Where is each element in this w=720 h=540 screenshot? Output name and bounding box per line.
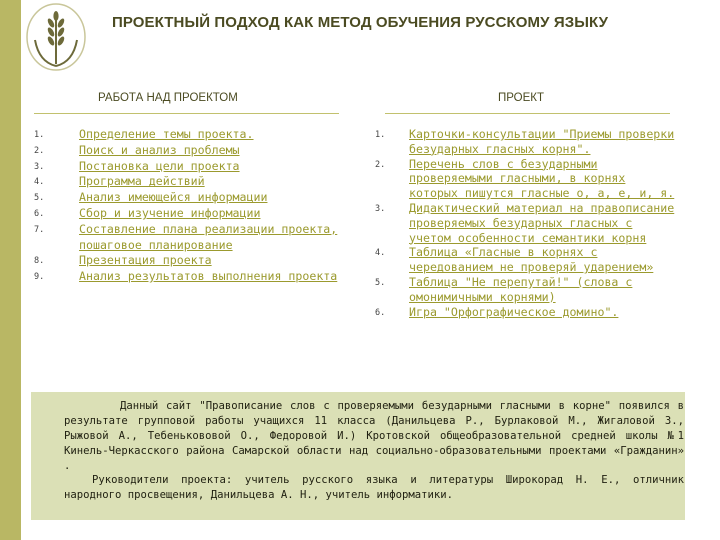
left-column-list bbox=[34, 127, 344, 285]
item-number: 6. bbox=[34, 208, 45, 219]
item-link[interactable]: Сбор и изучение информации bbox=[79, 205, 261, 220]
list-item[interactable] bbox=[375, 304, 679, 320]
item-link[interactable]: Таблица «Гласные в корнях с чередованием не проверяй ударением» bbox=[409, 245, 654, 275]
item-link[interactable]: Игра "Орфографическое домино". bbox=[409, 304, 619, 319]
list-item[interactable] bbox=[34, 269, 344, 285]
info-paragraph-about-site: Данный сайт "Правописание слов с проверяемыми безударными гласными в корне" появился в результате групповой работы учащихся 11 класса (Данильцева Р., Бурлаковой М., Жигаловой З., Рыжовой А., Тебенькововой О., Федоровой И.) Кротовской общеобразовательной средней школы №1 Кинель-Черкасского района Самарской области над социально-образовательными проектами «Гражданин» . bbox=[64, 400, 684, 472]
list-item[interactable] bbox=[34, 142, 344, 159]
list-item[interactable] bbox=[34, 253, 344, 269]
list-item[interactable] bbox=[375, 156, 679, 201]
item-number: 1. bbox=[34, 130, 45, 140]
info-box bbox=[31, 392, 685, 520]
item-number: 6. bbox=[375, 307, 386, 318]
right-heading-divider bbox=[385, 113, 670, 114]
item-link[interactable]: Программа действий bbox=[79, 174, 205, 189]
item-link[interactable]: Анализ имеющейся информации bbox=[79, 190, 268, 205]
item-link[interactable]: Перечень слов с безударными проверяемыми гласными, в корнях которых пишутся гласные о, а, е, и, я. bbox=[409, 156, 675, 201]
item-number: 5. bbox=[375, 277, 386, 288]
item-number: 2. bbox=[34, 145, 45, 156]
item-number: 2. bbox=[375, 159, 386, 170]
item-link[interactable]: Дидактический материал на правописание проверяемых безударных гласных с учетом особенности семантики корня bbox=[409, 200, 675, 245]
right-column-list bbox=[375, 127, 679, 319]
list-item[interactable] bbox=[34, 174, 344, 190]
item-link[interactable]: Карточки-консультации "Приемы проверки безударных гласных корня". bbox=[409, 127, 675, 156]
item-number: 1. bbox=[375, 130, 386, 140]
item-link[interactable]: Таблица "Не перепутай!" (слова с омонимичными корнями) bbox=[409, 274, 633, 304]
item-number: 3. bbox=[34, 161, 45, 172]
list-item[interactable] bbox=[375, 200, 679, 245]
decorative-sidebar bbox=[0, 0, 21, 540]
item-link[interactable]: Составление плана реализации проекта, пошаговое планирование bbox=[79, 221, 338, 252]
item-link[interactable]: Определение темы проекта. bbox=[79, 127, 254, 141]
left-heading-divider bbox=[34, 113, 339, 114]
list-item[interactable] bbox=[34, 127, 344, 143]
item-number: 8. bbox=[34, 256, 45, 267]
item-link[interactable]: Постановка цели проекта bbox=[79, 158, 240, 173]
item-number: 5. bbox=[34, 193, 45, 204]
list-item[interactable] bbox=[375, 127, 679, 157]
left-column-heading: РАБОТА НАД ПРОЕКТОМ bbox=[98, 92, 238, 104]
item-number: 4. bbox=[34, 177, 45, 188]
info-paragraph-supervisors: Руководители проекта: учитель русского языка и литературы Широкорад Н. Е., отличник народного просвещения, Данильцева А. Н., учитель информатики. bbox=[64, 474, 684, 501]
list-item[interactable] bbox=[34, 190, 344, 206]
list-item[interactable] bbox=[34, 158, 344, 175]
right-column-heading: ПРОЕКТ bbox=[498, 92, 545, 104]
list-item[interactable] bbox=[34, 205, 344, 222]
item-number: 7. bbox=[34, 224, 45, 235]
item-number: 3. bbox=[375, 203, 386, 214]
page-title: ПРОЕКТНЫЙ ПОДХОД КАК МЕТОД ОБУЧЕНИЯ РУССКОМУ ЯЗЫКУ bbox=[112, 14, 609, 31]
item-number: 4. bbox=[375, 248, 386, 259]
list-item[interactable] bbox=[34, 221, 344, 254]
item-link[interactable]: Поиск и анализ проблемы bbox=[79, 142, 240, 157]
item-number: 9. bbox=[34, 272, 45, 283]
item-link[interactable]: Анализ результатов выполнения проекта bbox=[79, 269, 338, 284]
item-link[interactable]: Презентация проекта bbox=[79, 253, 212, 268]
list-item[interactable] bbox=[375, 274, 679, 305]
list-item[interactable] bbox=[375, 245, 679, 275]
wheat-logo-icon bbox=[21, 0, 91, 75]
